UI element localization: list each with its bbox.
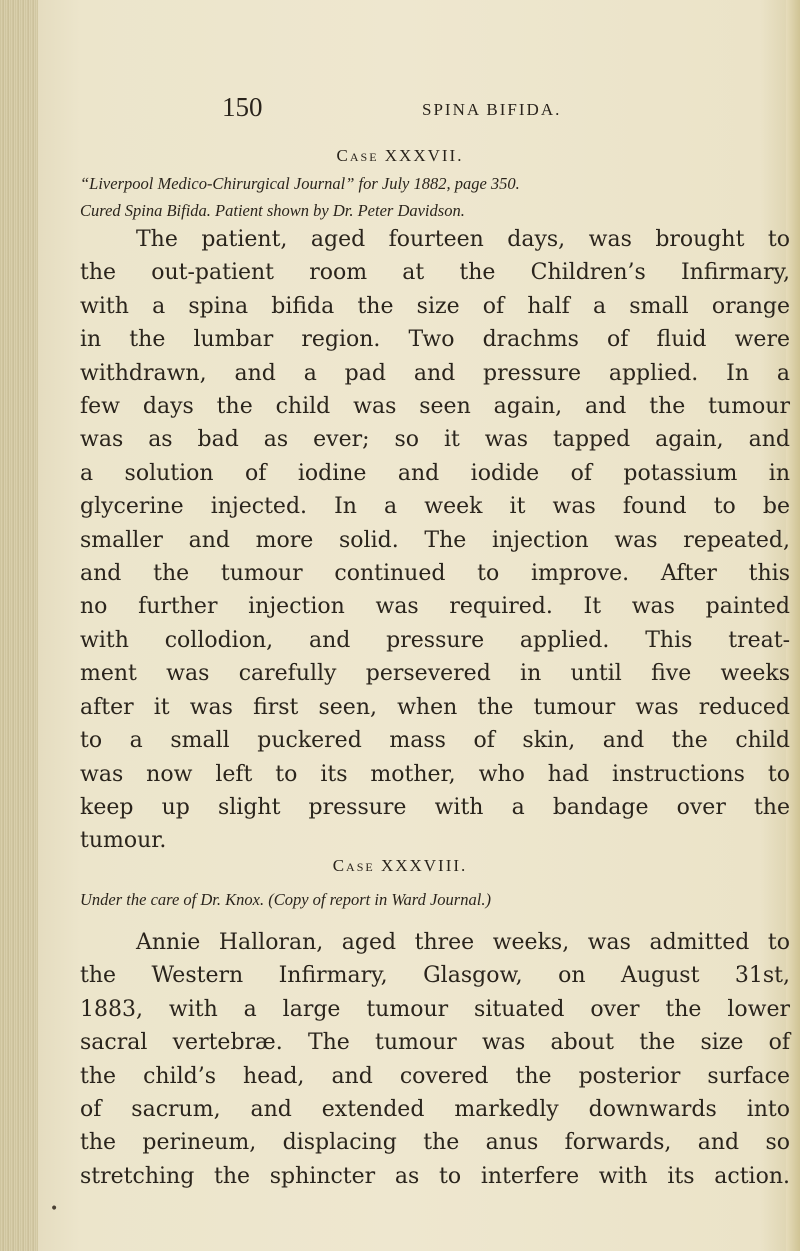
case-37-heading-number: XXXVII. — [384, 146, 464, 165]
case-37-body-line: after it was first seen, when the tumour was reduced — [80, 694, 790, 720]
case-37-body-line: with collodion, and pressure applied. This treat- — [80, 627, 790, 653]
case-38-body — [80, 926, 790, 1193]
page-number: 150 — [222, 92, 263, 122]
case-38-body-line: sacral vertebræ. The tumour was about the size of — [80, 1030, 790, 1056]
case-37-heading-prefix: Case — [336, 146, 379, 165]
case-37-body-line: tumour. — [80, 828, 167, 854]
case-38-caption-line: Under the care of Dr. Knox. (Copy of report in Ward Journal.) — [80, 890, 491, 909]
case-37-body-line: withdrawn, and a pad and pressure applied. In a — [80, 360, 790, 386]
case-37-body-line: with a spina bifida the size of half a small orange — [80, 293, 790, 319]
margin-mark: • — [50, 1201, 59, 1217]
case-37-caption-line: Cured Spina Bifida. Patient shown by Dr. Peter Davidson. — [80, 201, 465, 220]
page-header — [0, 92, 800, 132]
case-38-body-line: the Western Infirmary, Glasgow, on August 31st, — [80, 963, 790, 989]
case-37-body-line: no further injection was required. It was painted — [80, 594, 790, 620]
page-edge-left — [0, 0, 38, 1251]
case-38-caption — [80, 886, 780, 913]
case-37-body-line: a solution of iodine and iodide of potassium in — [80, 460, 790, 486]
running-head: SPINA BIFIDA. — [422, 100, 562, 119]
case-37-body-line: was now left to its mother, who had instructions to — [80, 761, 790, 787]
case-37-body-line: few days the child was seen again, and the tumour — [80, 394, 790, 420]
case-37-body-line: and the tumour continued to improve. After this — [80, 561, 790, 587]
case-37-heading — [0, 146, 800, 166]
case-38-body-line: Annie Halloran, aged three weeks, was admitted to — [136, 930, 790, 955]
case-37-caption-line: “Liverpool Medico-Chirurgical Journal” for July 1882, page 350. — [80, 174, 520, 193]
case-37-body-line: the out-patient room at the Children’s Infirmary, — [80, 260, 790, 286]
case-37-caption — [80, 170, 780, 224]
case-37-body-line: to a small puckered mass of skin, and the child — [80, 728, 790, 754]
case-37-body-line: ment was carefully persevered in until five weeks — [80, 661, 790, 687]
case-37-body-line: smaller and more solid. The injection was repeated, — [80, 527, 790, 553]
case-37-body-line: The patient, aged fourteen days, was brought to — [136, 227, 790, 252]
case-38-heading — [0, 856, 800, 876]
case-37-body-line: keep up slight pressure with a bandage over the — [80, 794, 790, 820]
case-37-body-line: was as bad as ever; so it was tapped again, and — [80, 427, 790, 453]
case-38-heading-prefix: Case — [332, 856, 375, 875]
case-38-body-line: the perineum, displacing the anus forwards, and so — [80, 1130, 790, 1156]
case-37-body — [80, 223, 790, 858]
case-37-body-line: in the lumbar region. Two drachms of fluid were — [80, 327, 790, 353]
case-38-body-line: stretching the sphincter as to interfere with its action. — [80, 1163, 790, 1189]
case-38-body-line: 1883, with a large tumour situated over the lower — [80, 996, 790, 1022]
case-37-body-line: glycerine injected. In a week it was found to be — [80, 494, 790, 520]
case-38-heading-number: XXXVIII. — [380, 856, 468, 875]
case-38-body-line: the child’s head, and covered the posterior surface — [80, 1063, 790, 1089]
case-38-body-line: of sacrum, and extended markedly downwards into — [80, 1097, 790, 1123]
